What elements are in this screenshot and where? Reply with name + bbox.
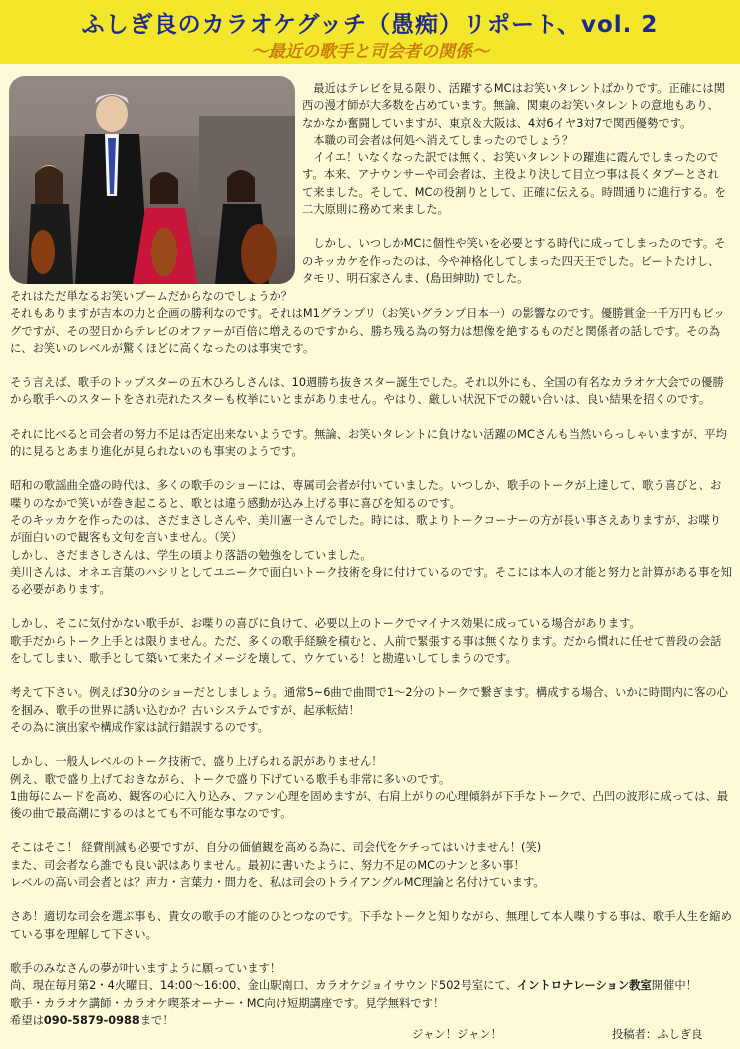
paragraph: 本職の司会者は何処へ消えてしまったのでしょう？: [302, 133, 574, 147]
paragraph: レベルの高い司会者とは？声力・言葉力・間力を、私は司会のトライアングルMC理論と名付けています。: [10, 876, 545, 890]
paragraph: [10, 977, 732, 994]
paragraph: そこはそこ！ 経費削減も必要ですが、自分の価値観を高める為に、司会代をケチってはいけません！(笑): [10, 841, 542, 855]
photo: [9, 76, 295, 284]
class-name: イントロナレーション教室: [516, 979, 652, 993]
phone-number: 090-5879-0988: [43, 1013, 140, 1027]
paragraph-text: 希望は: [10, 1013, 44, 1027]
footer-author: 投稿者：ふしぎ良: [612, 1028, 703, 1041]
paragraph: 考えて下さい。例えば30分のショーだとしましょう。通常5~6曲で曲間で1～2分のトークで繋ぎます。構成する場合、いかに時間内に客の心を掴み、歌手の世界に誘い込むか？古いシステムですが、起承転結！: [10, 686, 728, 717]
paragraph: そう言えば、歌手のトップスターの五木ひろしさんは、10週勝ち抜きスター誕生でした。それ以外にも、全国の有名なカラオケ大会での優勝から歌手へのスタートをされ売れたスターも枚挙にいとまがありません。やはり、厳しい状況下での競い合いは、良い結果を招くのです。: [10, 376, 724, 407]
header-banner: [0, 0, 740, 64]
paragraph: 1曲毎にムードを高め、観客の心に入り込み、ファン心理を固めますが、右肩上がりの心理傾斜が下手なトークで、凸凹の波形に成っては、最後の曲で最高潮にするのはとても不可能な事なのです。: [10, 789, 729, 821]
footer-tagline: ジャン！ジャン！: [412, 1028, 502, 1041]
paragraph: 美川さんは、オネエ言葉のハシリとしてユニークで面白いトーク技術を身に付けているのです。そこには本人の才能と努力と計算がある事を知る必要があります。: [10, 565, 732, 597]
paragraph: しかし、一般人レベルのトーク技術で、盛り上げられる訳がありません！: [10, 755, 383, 769]
paragraph: 昭和の歌謡曲全盛の時代は、多くの歌手のショーには、専属司会者が付いていました。いつしか、歌手のトークが上達して、歌う喜びと、お喋りのなかで笑いが巻き起こると、歌とは違う感動が込み上げる事に喜びを知るのです。: [10, 479, 722, 510]
photo-illustration: [9, 76, 295, 284]
paragraph: また、司会者なら誰でも良い訳はありません。最初に書いたように、努力不足のMCのナンと多い事！: [10, 858, 525, 872]
page-title: ふしぎ良のカラオケグッチ（愚痴）リポート、vol. 2: [81, 12, 659, 38]
paragraph-text: 開催中！: [651, 979, 697, 993]
paragraph: その為に演出家や構成作家は試行錯誤するのです。: [10, 720, 269, 734]
paragraph: しかし、いつしかMCに個性や笑いを必要とする時代に成ってしまったのです。そのキッカケを作ったのは、今や神格化してしまった四天王でした。ビートたけし、タモリ、明石家さんま、(島田紳助) でした。: [302, 237, 726, 285]
paragraph: 歌手だからトーク上手とは限りません。ただ、多くの歌手経験を積むと、人前で緊張する事は無くなります。だから慣れに任せて普段の会話をしてしまい、歌手として築いて来たイメージを壊して、ウケている！と勘違いしてしまうのです。: [10, 634, 722, 666]
paragraph: しかし、さだまさしさんは、学生の頃より落語の勉強をしていました。: [10, 548, 372, 562]
paragraph: それに比べると司会者の努力不足は否定出来ないようです。無論、お笑いタレントに負けない活躍のMCさんも当然いらっしゃいますが、平均的に見るとあまり進化が見られないのも事実のようです。: [10, 427, 727, 459]
paragraph: さあ！適切な司会を選ぶ事も、貴女の歌手の才能のひとつなのです。下手なトークと知りながら、無理して本人喋りする事は、歌手人生を縮めている事を理解して下さい。: [10, 910, 732, 941]
paragraph: 最近はテレビを見る限り、活躍するMCはお笑いタレントばかりです。正確には関西の漫才師が大多数を占めています。無論、関東のお笑いタレントの意地もあり、なかなか奮闘していますが、東京＆大阪は、4対6イヤ3対7で関西優勢です。: [302, 82, 725, 130]
intro-text: [302, 80, 728, 287]
paragraph: 例え、歌で盛り上げておきながら、トークで盛り下げている歌手も非常に多いのです。: [10, 772, 451, 786]
article-body: [10, 288, 732, 1029]
paragraph: それもありますが吉本の力と企画の勝利なのです。それはM1グランプリ（お笑いグランプ日本一）の影響なのです。優勝賞金一千万円もビッグですが、その翌日からテレビのオファーが百倍に増えるのですから、勝ち残る為の努力は想像を絶するものだと関係者の話しです。その為に、お笑いのレベルが驚くほどに高くなったのは事実です。: [10, 307, 725, 355]
paragraph: イイエ！いなくなった訳では無く、お笑いタレントの躍進に霞んでしまったのです。本来、アナウンサーや司会者は、主役より決して目立つ事は長くタブーとされて来ました。そして、MCの役割りとして、正確に伝える。時間通りに進行する。を二大原則に務めて来ました。: [302, 151, 726, 217]
paragraph: 歌手のみなさんの夢が叶いますように願っています！: [10, 961, 282, 975]
paragraph: 歌手・カラオケ講師・カラオケ喫茶オーナー・MC向け短期講座です。見学無料です！: [10, 996, 445, 1010]
page-subtitle: ～最近の歌手と司会者の関係～: [251, 42, 489, 62]
paragraph: それはただ単なるお笑いブームだからなのでしょうか？: [10, 290, 293, 303]
paragraph: そのキッカケを作ったのは、さだまさしさんや、美川憲一さんでした。時には、歌よりトークコーナーの方が長い事さえありますが、お喋りが面白いので観客も文句を言いません。（笑）: [10, 513, 722, 545]
paragraph-text: 尚、現在毎月第2・4火曜日、14:00～16:00、金山駅南口、カラオケジョイサウンド502号室にて、: [10, 979, 517, 993]
paragraph: しかし、そこに気付かない歌手が、お喋りの喜びに負けて、必要以上のトークでマイナス効果に成っている場合があります。: [10, 617, 641, 631]
paragraph-text: まで！: [139, 1013, 174, 1027]
